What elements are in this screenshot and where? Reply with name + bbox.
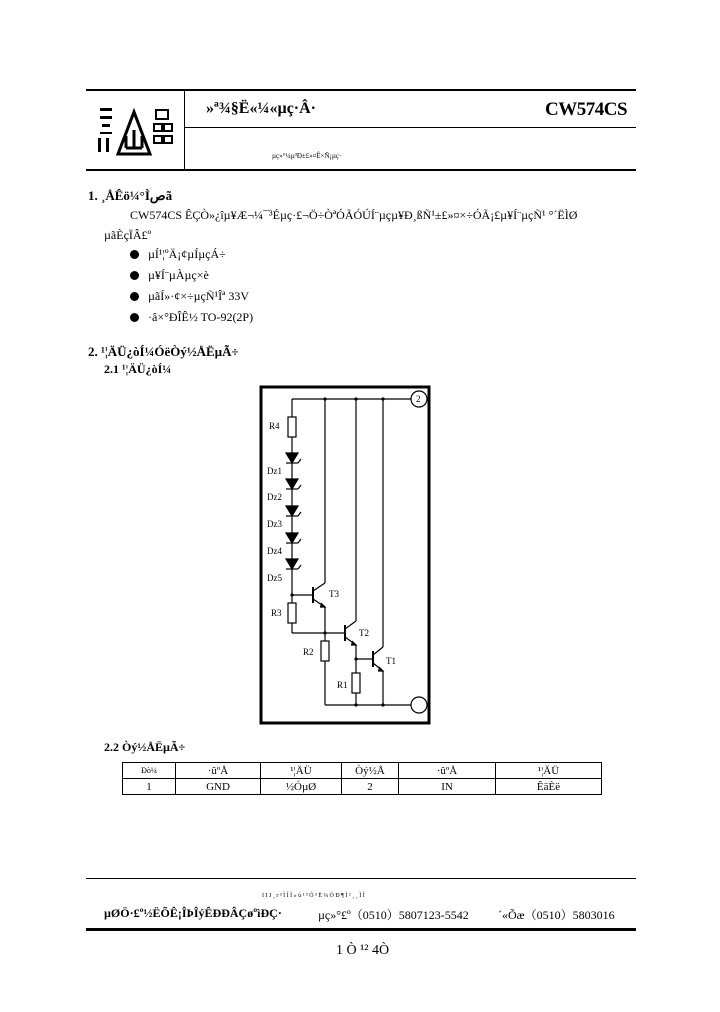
label-r2: R2 xyxy=(303,647,314,657)
table-cell: ½ÓµØ xyxy=(261,779,342,795)
feature-item: µ¥Í¨µÀµç×è xyxy=(148,268,209,282)
footer-tel: µç»°£º（0510）5807123-5542 xyxy=(318,908,469,922)
section2-sub2: 2.2 Òý½ÅËµÃ÷ xyxy=(104,740,186,754)
table-header-cell: ·ûºÅ xyxy=(399,763,496,779)
table-cell: 1 xyxy=(123,779,176,795)
table-cell: 2 xyxy=(342,779,399,795)
header-subtitle: µç»°¼µ³Ð±£»¤Ê×Ñ¡µç· xyxy=(272,152,342,160)
footer-fax: ´«Õæ（0510）5803016 xyxy=(498,908,615,922)
label-t1: T1 xyxy=(386,656,396,666)
section1-intro-line1: CW574CS ÊÇÒ»¿îµ¥Æ¬¼¯³Éµç·£¬Ö÷ÒªÓÃÓÚÍ¨µçµ¥Ð¸ßÑ¹±£»¤×÷ÓÃ¡£µ¥Í¨µçÑ¹ °´ËÌØ xyxy=(130,208,578,222)
section1-heading: 1. ¸ÅÊö¼°Ìصã xyxy=(88,188,173,203)
footer-bottom-rule xyxy=(86,928,636,931)
feature-item: µãÍ»·¢×÷µçÑ¹Îª 33V xyxy=(148,289,250,303)
label-dz4: Dz4 xyxy=(267,546,282,556)
resistor-r1 xyxy=(352,673,360,693)
bullet-dot xyxy=(130,292,139,301)
section2-heading: 2. ¹¦ÄÜ¿òÍ¼ÓëÒý½ÅËµÃ÷ xyxy=(88,344,239,359)
page-number: 1 Ò ¹² 4Ò xyxy=(336,943,390,958)
section1-intro-line2: µãÈçÏÂ£º xyxy=(104,228,152,242)
resistor-r4 xyxy=(288,417,296,437)
company-logo xyxy=(92,98,176,164)
footer-top-rule xyxy=(86,878,636,879)
resistor-r2 xyxy=(321,641,329,661)
chip-outline xyxy=(261,387,429,723)
table-header-cell: Ðò¼ xyxy=(123,763,176,779)
label-t3: T3 xyxy=(329,589,339,599)
bullet-dot xyxy=(130,250,139,259)
circuit-diagram xyxy=(255,383,435,728)
feature-item: µÍ¹¦ºÄ¡¢µÍµçÁ÷ xyxy=(148,247,226,261)
table-header-cell: ·ûºÅ xyxy=(176,763,261,779)
label-dz5: Dz5 xyxy=(267,573,282,583)
zener-chain xyxy=(286,453,301,569)
label-dz2: Dz2 xyxy=(267,492,282,502)
footer-small-line: I I J ¸ r ³ Ì Ì Ì » ú ¹ ³ Ó ³ Ë ¼ Ó Ð ¶ Ì ² ¸ ¸ Ì Ì xyxy=(262,893,365,899)
table-header-cell: ¹¦ÄÜ xyxy=(496,763,602,779)
header-bottom-rule xyxy=(86,169,636,171)
table-row xyxy=(123,779,602,795)
header-top-rule xyxy=(86,89,636,91)
label-r3: R3 xyxy=(271,608,282,618)
header-title: »ª¾§Ë«¼«µç·Â· xyxy=(206,100,317,117)
resistor-r3 xyxy=(288,603,296,623)
pin-table xyxy=(122,762,602,795)
table-header-row xyxy=(123,763,602,779)
table-cell: GND xyxy=(176,779,261,795)
label-r4: R4 xyxy=(269,421,280,431)
label-r1: R1 xyxy=(337,680,348,690)
header-mid-rule xyxy=(185,127,636,128)
table-header-cell: ¹¦ÄÜ xyxy=(261,763,342,779)
header-divider xyxy=(184,91,185,169)
section2-sub1: 2.1 ¹¦ÄÜ¿òÍ¼ xyxy=(104,362,172,376)
footer-address: µØÖ·£º½ËÕÊ¡ÎÞÎýÊÐÐÂÇøºìÐÇ· xyxy=(104,906,282,920)
table-header-cell: Òý½Å xyxy=(342,763,399,779)
table-cell: ÊäÈë xyxy=(496,779,602,795)
label-t2: T2 xyxy=(359,628,369,638)
part-number: CW574CS xyxy=(545,99,628,120)
feature-item: ·â×°ÐÎÊ½ TO-92(2P) xyxy=(148,310,254,324)
pin-top-label: 2 xyxy=(416,394,421,404)
label-dz3: Dz3 xyxy=(267,519,282,529)
bullet-dot xyxy=(130,313,139,322)
pin-1-marker xyxy=(411,697,427,713)
table-cell: IN xyxy=(399,779,496,795)
bullet-dot xyxy=(130,271,139,280)
label-dz1: Dz1 xyxy=(267,466,282,476)
